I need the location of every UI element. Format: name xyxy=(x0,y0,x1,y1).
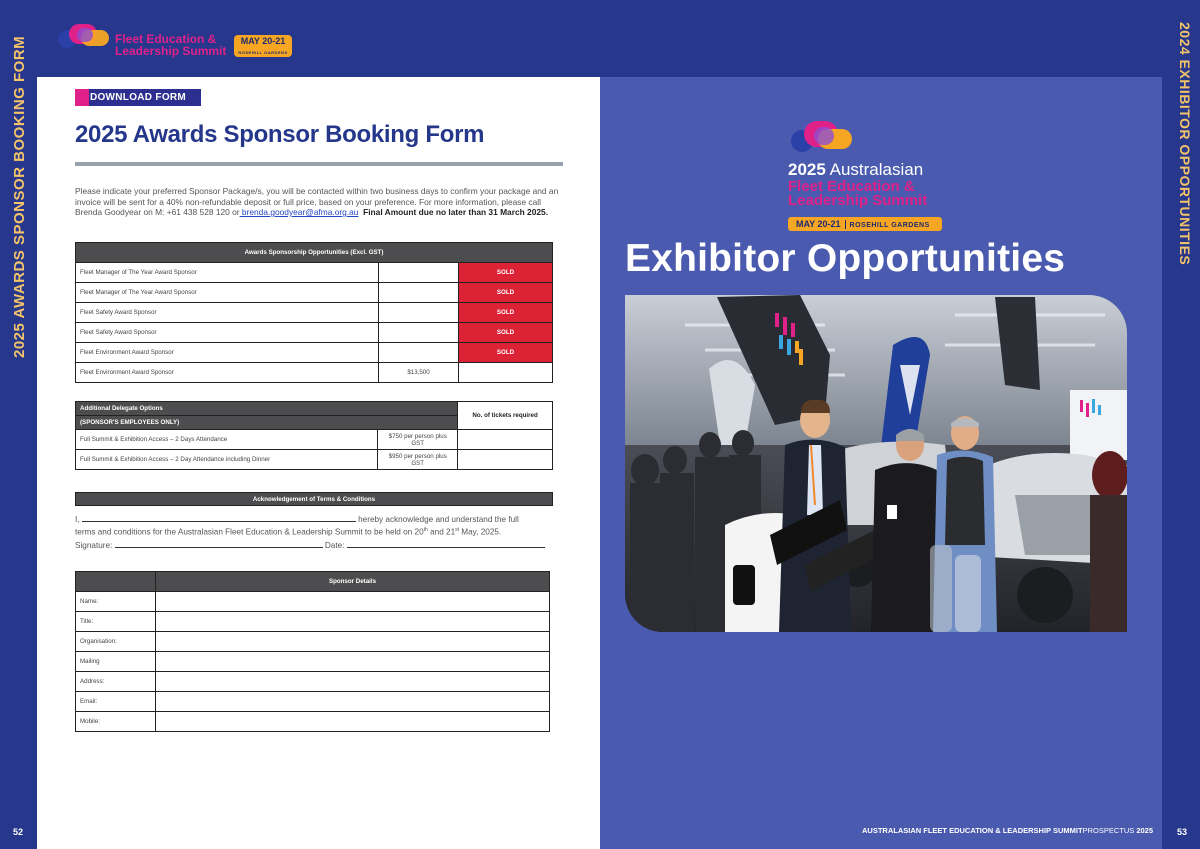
ack-end: May, 2025. xyxy=(459,527,502,537)
award-name: Fleet Safety Award Sponsor xyxy=(76,323,379,343)
table-row xyxy=(76,652,550,672)
footer-year: 2025 xyxy=(1136,826,1154,835)
table-row xyxy=(76,632,550,652)
award-price xyxy=(379,263,459,283)
summit-year-line xyxy=(788,160,923,180)
organisation-field[interactable] xyxy=(156,632,550,652)
acknowledgement-header: Acknowledgement of Terms & Conditions xyxy=(76,493,553,506)
award-name: Fleet Safety Award Sponsor xyxy=(76,303,379,323)
booking-form-page xyxy=(37,77,600,849)
table-row xyxy=(76,692,550,712)
footer-text xyxy=(862,826,1153,835)
table-row xyxy=(76,303,553,323)
exhibitor-page xyxy=(600,77,1162,849)
award-name: Fleet Environment Award Sponsor xyxy=(76,343,379,363)
summit-name-line2: Leadership Summit xyxy=(788,192,928,209)
delegate-options-table xyxy=(75,401,553,470)
logo-date: MAY 20-21 xyxy=(240,36,286,46)
form-title: 2025 Awards Sponsor Booking Form xyxy=(75,121,485,148)
summit-name xyxy=(788,180,927,208)
summit-logo-icon xyxy=(57,20,117,54)
right-header xyxy=(600,0,1162,77)
address-field[interactable] xyxy=(156,672,550,692)
delegate-option-price: $950 per person plus GST xyxy=(378,450,458,470)
left-header xyxy=(37,0,600,77)
award-price xyxy=(379,303,459,323)
table-row xyxy=(76,323,553,343)
summit-year: 2025 xyxy=(788,160,826,179)
ack-text-2: terms and conditions for the Australasian Fleet Education & Leadership Summit to be held on 20 xyxy=(75,527,424,537)
exhibitor-headline: Exhibitor Opportunities xyxy=(625,237,1066,280)
table-row xyxy=(76,592,550,612)
exhibition-photo-illustration xyxy=(625,295,1127,632)
logo-venue: ROSEHILL GARDENS xyxy=(238,50,288,55)
summit-date-badge xyxy=(788,217,942,231)
ack-sup-2: st xyxy=(455,527,460,533)
awards-table-header: Awards Sponsorship Opportunities (Excl. GST) xyxy=(76,243,553,263)
left-edge-strip xyxy=(0,0,37,849)
sponsor-details-table xyxy=(75,571,550,732)
name-line-input[interactable] xyxy=(82,514,356,522)
delegate-option-name: Full Summit & Exhibition Access – 2 Days Attendance xyxy=(76,430,378,450)
tickets-input[interactable] xyxy=(458,430,553,450)
acknowledgement-text xyxy=(75,514,555,538)
mobile-field[interactable] xyxy=(156,712,550,732)
date-separator xyxy=(845,220,846,229)
final-amount-note: Final Amount due no later than 31 March 2025. xyxy=(363,207,549,217)
footer-main: AUSTRALASIAN FLEET EDUCATION & LEADERSHIP SUMMIT xyxy=(862,826,1083,835)
table-row xyxy=(76,343,553,363)
tickets-header: No. of tickets required xyxy=(458,402,553,430)
field-label: Mobile: xyxy=(76,712,156,732)
table-row xyxy=(76,283,553,303)
intro-text: Please indicate your preferred Sponsor Package/s, you will be contacted within two business days to confirm your package and an invoice will be sent for a 40% non-refundable deposit or full price, based on your preference. For more information, please call Brenda Goodyear on M: +61 438 528 120 or xyxy=(75,186,559,217)
field-label: Name: xyxy=(76,592,156,612)
table-row xyxy=(76,430,553,450)
logo-date-badge xyxy=(234,35,292,57)
summit-date: MAY 20-21 xyxy=(796,219,841,229)
ack-prefix: I, xyxy=(75,515,80,524)
summit-name-line1: Fleet Education & xyxy=(788,178,915,195)
email-field[interactable] xyxy=(156,692,550,712)
award-selection-cell[interactable] xyxy=(459,363,553,383)
sold-badge: SOLD xyxy=(459,263,553,283)
footer-prospectus: PROSPECTUS xyxy=(1082,826,1137,835)
sold-badge: SOLD xyxy=(459,323,553,343)
award-price: $13,500 xyxy=(379,363,459,383)
exhibition-hall-photo xyxy=(625,295,1127,632)
title-field[interactable] xyxy=(156,612,550,632)
field-label: Email: xyxy=(76,692,156,712)
sponsor-details-corner xyxy=(76,572,156,592)
date-label: Date: xyxy=(324,541,345,550)
delegate-option-name: Full Summit & Exhibition Access – 2 Day Attendance including Dinner xyxy=(76,450,378,470)
date-line-input[interactable] xyxy=(347,540,545,548)
awards-sponsorship-table xyxy=(75,242,553,383)
field-label: Organisation: xyxy=(76,632,156,652)
table-row xyxy=(76,712,550,732)
left-vertical-title-wrap xyxy=(6,20,32,360)
award-price xyxy=(379,343,459,363)
sold-badge: SOLD xyxy=(459,343,553,363)
award-name: Fleet Manager of The Year Award Sponsor xyxy=(76,263,379,283)
sold-badge: SOLD xyxy=(459,283,553,303)
ack-and: and 21 xyxy=(427,527,456,537)
signature-row xyxy=(75,540,555,550)
ack-sup-1: th xyxy=(423,527,428,533)
table-row xyxy=(76,672,550,692)
sponsor-details-header: Sponsor Details xyxy=(156,572,550,592)
field-label: Title: xyxy=(76,612,156,632)
contact-email-link[interactable]: brenda.goodyear@afma.org.au xyxy=(239,207,359,217)
table-row xyxy=(76,363,553,383)
table-row xyxy=(76,612,550,632)
summit-logo-large-icon xyxy=(790,117,860,159)
signature-line-input[interactable] xyxy=(115,540,323,548)
delegate-subheader: (SPONSOR'S EMPLOYEES ONLY) xyxy=(76,416,458,430)
field-label: Address: xyxy=(76,672,156,692)
name-field[interactable] xyxy=(156,592,550,612)
logo-title-line2: Leadership Summit xyxy=(115,44,227,58)
summit-venue: ROSEHILL GARDENS xyxy=(849,222,930,229)
sold-badge: SOLD xyxy=(459,303,553,323)
left-page-number: 52 xyxy=(13,827,24,837)
left-vertical-title: 2025 AWARDS SPONSOR BOOKING FORM xyxy=(11,35,28,358)
logo-title-line1: Fleet Education & xyxy=(115,32,217,46)
award-price xyxy=(379,323,459,343)
acknowledgement-table xyxy=(75,492,553,506)
download-form-label: DOWNLOAD FORM xyxy=(89,92,187,103)
award-price xyxy=(379,283,459,303)
right-edge-strip xyxy=(1162,0,1200,849)
field-label: Mailing xyxy=(76,652,156,672)
download-form-button[interactable] xyxy=(75,89,201,106)
tickets-input[interactable] xyxy=(458,450,553,470)
award-name: Fleet Environment Award Sponsor xyxy=(76,363,379,383)
award-name: Fleet Manager of The Year Award Sponsor xyxy=(76,283,379,303)
summit-region: Australasian xyxy=(825,160,924,179)
table-row xyxy=(76,263,553,283)
intro-paragraph xyxy=(75,186,563,218)
mailing-field[interactable] xyxy=(156,652,550,672)
delegate-header: Additional Delegate Options xyxy=(76,402,458,416)
delegate-option-price: $750 per person plus GST xyxy=(378,430,458,450)
table-row xyxy=(76,450,553,470)
ack-text-1: hereby acknowledge and understand the full xyxy=(355,515,519,524)
right-page-number: 53 xyxy=(1177,827,1188,837)
logo-title xyxy=(115,33,226,57)
signature-label: Signature: xyxy=(75,541,113,550)
right-vertical-title: 2024 EXHIBITOR OPPORTUNITIES xyxy=(1177,22,1193,266)
title-divider xyxy=(75,162,563,166)
